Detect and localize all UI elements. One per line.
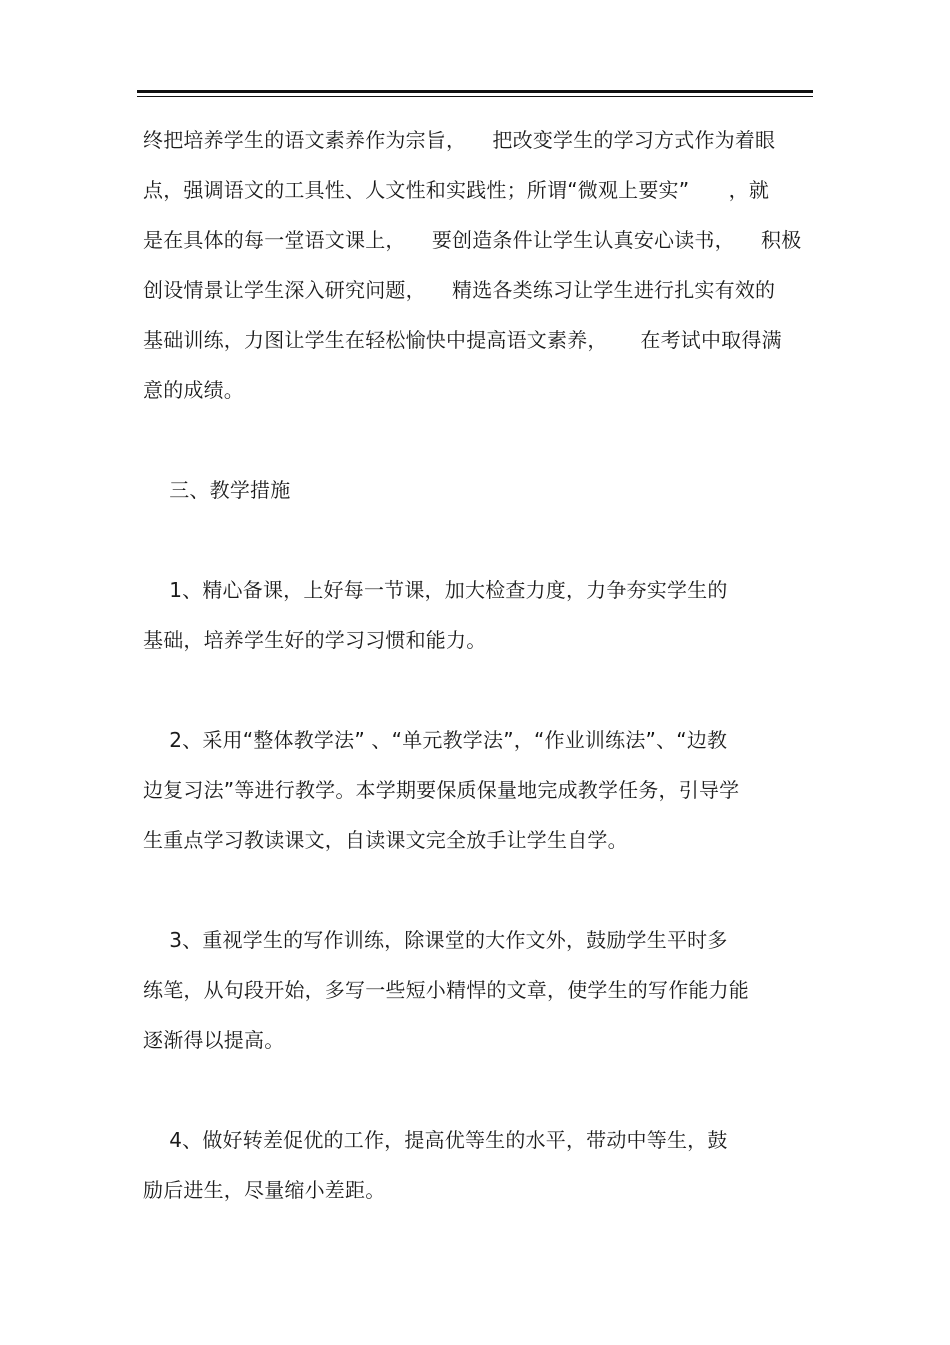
text-line: 1、精心备课，上好每一节课，加大检查力度，力争夯实学生的 (143, 578, 728, 602)
header-rule-thin (137, 96, 813, 97)
text-line: 励后进生，尽量缩小差距。 (143, 1178, 386, 1202)
text-line: 是在具体的每一堂语文课上， 要创造条件让学生认真安心读书， 积极 (143, 228, 802, 252)
text-line: 基础训练，力图让学生在轻松愉快中提高语文素养， 在考试中取得满 (143, 328, 782, 352)
text-line: 4、做好转差促优的工作，提高优等生的水平，带动中等生，鼓 (143, 1128, 728, 1152)
text-line: 练笔，从句段开始，多写一些短小精悍的文章，使学生的写作能力能 (143, 978, 749, 1002)
header-rule-thick (137, 90, 813, 93)
text-line: 逐渐得以提高。 (143, 1028, 285, 1052)
section-heading: 三、教学措施 (143, 478, 291, 502)
text-line: 生重点学习教读课文，自读课文完全放手让学生自学。 (143, 828, 628, 852)
text-line: 意的成绩。 (143, 378, 244, 402)
text-line: 边复习法”等进行教学。本学期要保质保量地完成教学任务，引导学 (143, 778, 740, 802)
text-line: 创设情景让学生深入研究问题， 精选各类练习让学生进行扎实有效的 (143, 278, 776, 302)
text-line: 点，强调语文的工具性、人文性和实践性；所谓“微观上要实” ，就 (143, 178, 770, 202)
text-line: 3、重视学生的写作训练，除课堂的大作文外，鼓励学生平时多 (143, 928, 728, 952)
text-line: 终把培养学生的语文素养作为宗旨， 把改变学生的学习方式作为着眼 (143, 128, 776, 152)
text-line: 基础，培养学生好的学习习惯和能力。 (143, 628, 487, 652)
text-line: 2、采用“整体教学法” 、“单元教学法”，“作业训练法”、“边教 (143, 728, 728, 752)
